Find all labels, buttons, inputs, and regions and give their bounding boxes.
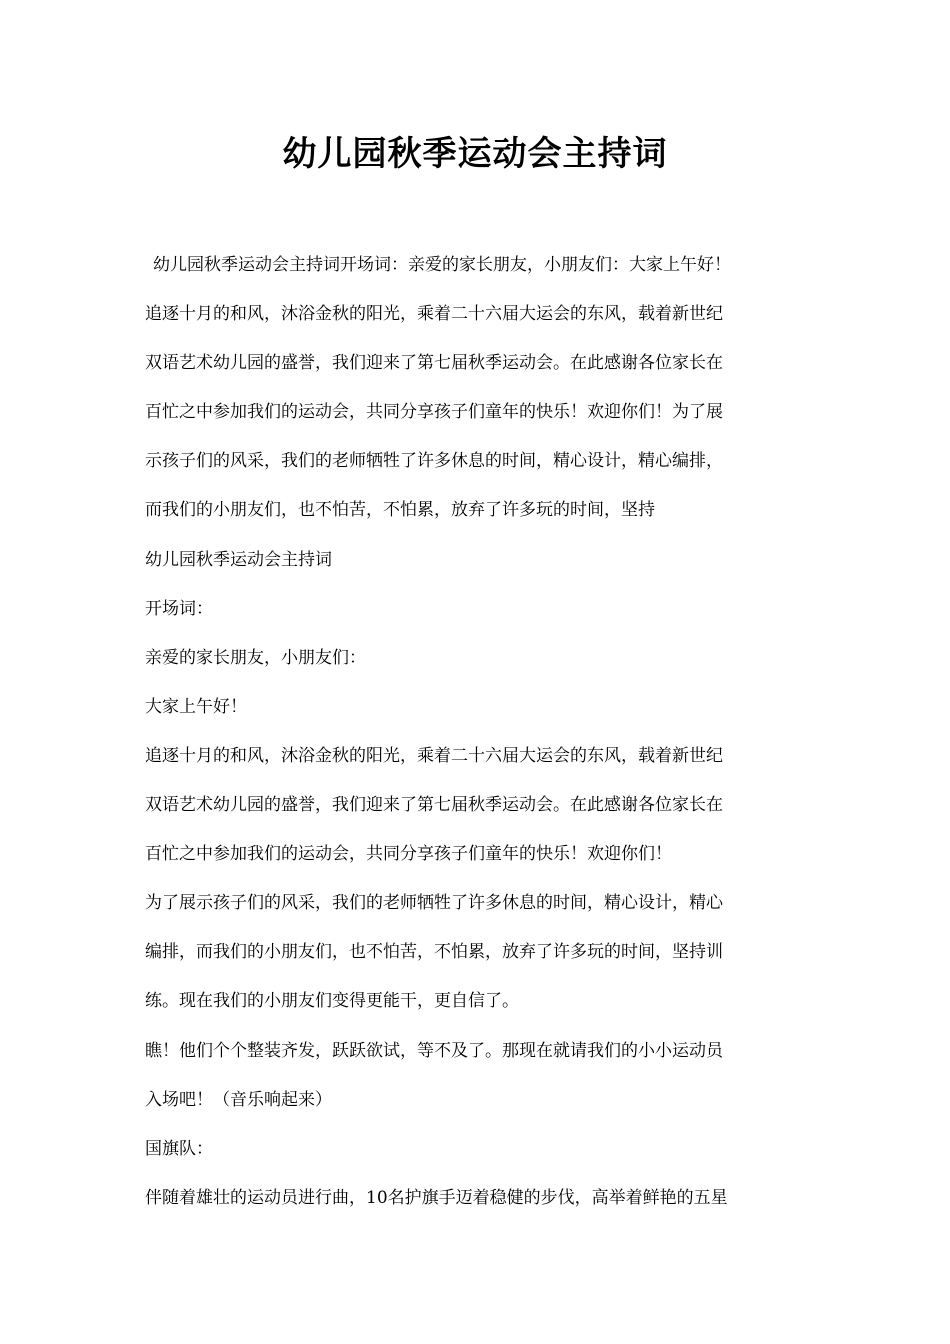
paragraph-line: 双语艺术幼儿园的盛誉，我们迎来了第七届秋季运动会。在此感谢各位家长在 (145, 795, 723, 816)
document-title: 幼儿园秋季运动会主持词 (282, 134, 668, 174)
section-heading: 幼儿园秋季运动会主持词 (145, 549, 332, 570)
paragraph-line: 追逐十月的和风，沐浴金秋的阳光，乘着二十六届大运会的东风，载着新世纪 (145, 745, 723, 766)
paragraph-line: 入场吧！（音乐响起来） (145, 1089, 332, 1110)
paragraph-line: 追逐十月的和风，沐浴金秋的阳光，乘着二十六届大运会的东风，载着新世纪 (145, 304, 723, 325)
paragraph-line: 亲爱的家长朋友，小朋友们： (145, 647, 366, 668)
section-label: 国旗队： (145, 1138, 213, 1159)
paragraph-line: 大家上午好！ (145, 696, 247, 717)
paragraph-line: 编排，而我们的小朋友们，也不怕苦，不怕累，放弃了许多玩的时间，坚持训 (145, 942, 723, 963)
paragraph-line: 幼儿园秋季运动会主持词开场词：亲爱的家长朋友，小朋友们：大家上午好！ (153, 255, 731, 275)
paragraph-line: 示孩子们的风采，我们的老师牺牲了许多休息的时间，精心设计，精心编排， (145, 451, 723, 472)
paragraph-line: 为了展示孩子们的风采，我们的老师牺牲了许多休息的时间，精心设计，精心 (145, 893, 723, 914)
paragraph-line: 百忙之中参加我们的运动会，共同分享孩子们童年的快乐！欢迎你们！ (145, 844, 672, 865)
paragraph-line: 伴随着雄壮的运动员进行曲，10名护旗手迈着稳健的步伐，高举着鲜艳的五星 (145, 1187, 728, 1208)
paragraph-line: 瞧！他们个个整装齐发，跃跃欲试，等不及了。那现在就请我们的小小运动员 (145, 1040, 723, 1061)
paragraph-line: 百忙之中参加我们的运动会，共同分享孩子们童年的快乐！欢迎你们！为了展 (145, 402, 723, 423)
paragraph-line: 而我们的小朋友们，也不怕苦，不怕累，放弃了许多玩的时间，坚持 (145, 500, 655, 521)
document-body (145, 241, 810, 1223)
paragraph-line: 练。现在我们的小朋友们变得更能干，更自信了。 (145, 991, 519, 1012)
section-label: 开场词： (145, 598, 213, 619)
paragraph-line: 双语艺术幼儿园的盛誉，我们迎来了第七届秋季运动会。在此感谢各位家长在 (145, 353, 723, 374)
